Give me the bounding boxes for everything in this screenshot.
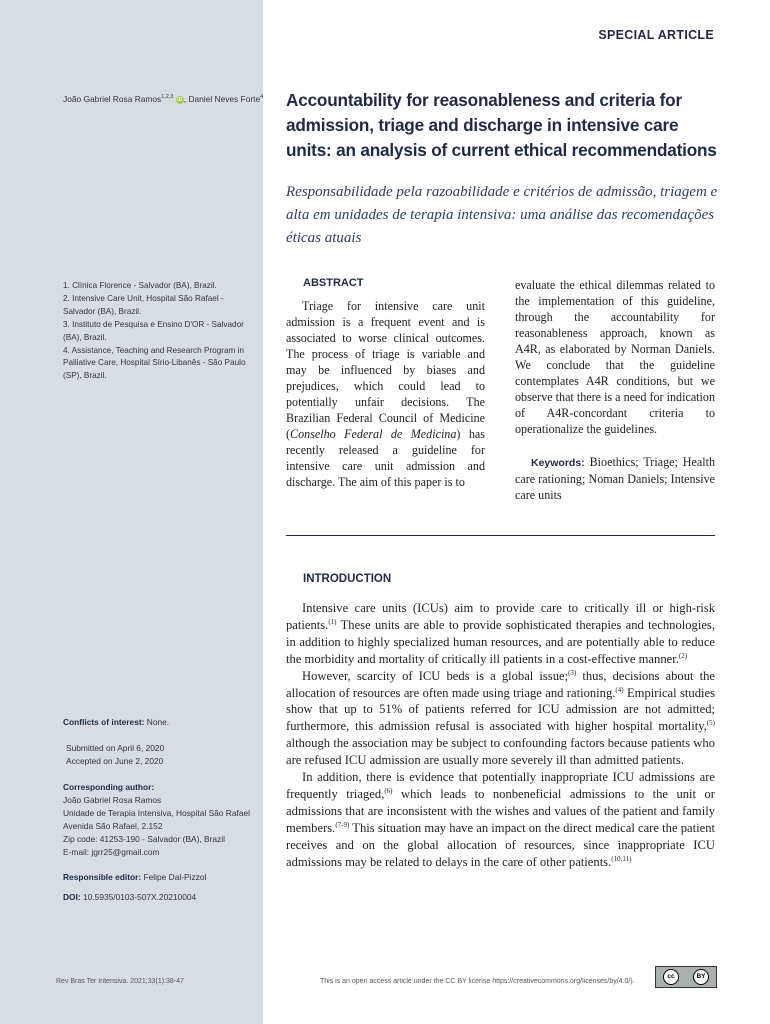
paragraph-text: although the association may be subject to confounding factors because patients who are refused ICU admission are usually more severely ill than admitted patients. bbox=[286, 736, 715, 768]
paragraph bbox=[286, 600, 715, 668]
conflicts-of-interest bbox=[63, 716, 258, 729]
corresponding-line: Unidade de Terapia Intensiva, Hospital São Rafael bbox=[63, 808, 251, 818]
doi bbox=[63, 891, 258, 904]
orcid-icon[interactable]: iD bbox=[177, 96, 183, 103]
citation-ref[interactable]: (6) bbox=[384, 786, 393, 795]
paragraph-text: which leads to nonbeneficial admissions to the unit or admissions that are inconsistent with the wishes and values of the patient and family members. bbox=[286, 786, 716, 835]
doi-link[interactable]: 10.5935/0103-507X.20210004 bbox=[80, 892, 197, 902]
citation-ref[interactable]: (5) bbox=[706, 719, 715, 728]
author-separator: , bbox=[183, 93, 189, 104]
cc-by-badge[interactable] bbox=[655, 966, 717, 988]
submission-dates bbox=[66, 742, 261, 768]
author-name[interactable]: João Gabriel Rosa Ramos bbox=[63, 93, 162, 104]
paragraph-text: These units are able to provide sophisticated therapies and technologies, in addition to highly specialized human resources, and are potentially able to reduce the morbidity and mortality of critically ill patients in a cost-effective manner. bbox=[286, 617, 715, 666]
paragraph-text: However, scarcity of ICU beds is a global issue; bbox=[302, 668, 569, 683]
citation-ref[interactable]: (10,11) bbox=[611, 854, 632, 863]
conflicts-value: None. bbox=[144, 717, 170, 727]
introduction-heading: INTRODUCTION bbox=[303, 573, 392, 585]
citation-ref[interactable]: (3) bbox=[568, 668, 577, 677]
cc-icon: cc bbox=[663, 969, 679, 985]
article-subtitle: Responsabilidade pela razoabilidade e critérios de admissão, triagem e alta em unidades de terapia intensiva: uma análise das recomendações éticas atuais bbox=[286, 184, 718, 246]
abstract-column-1 bbox=[286, 298, 485, 490]
citation-ref[interactable]: (7-9) bbox=[335, 820, 350, 829]
paragraph-text: Intensive care units (ICUs) aim to provide care to critically ill or high-risk patients. bbox=[286, 601, 715, 632]
by-icon: BY bbox=[693, 969, 709, 985]
editor-value: Felipe Dal-Pizzol bbox=[141, 872, 207, 882]
corresponding-line: Zip code: 41253-190 - Salvador (BA), Brazil bbox=[63, 834, 225, 844]
section-label: SPECIAL ARTICLE bbox=[598, 28, 714, 42]
conflicts-label: Conflicts of interest: bbox=[63, 717, 145, 727]
abstract-text-italic: Conselho Federal de Medicina bbox=[290, 427, 457, 441]
license-text[interactable]: This is an open access article under the CC BY license https://creativecommons.org/licenses/by/4.0/). bbox=[320, 978, 635, 985]
accepted-date: Accepted on June 2, 2020 bbox=[66, 756, 164, 766]
author-name[interactable]: Daniel Neves Forte bbox=[188, 93, 261, 104]
paragraph bbox=[286, 668, 715, 769]
abstract-column-2: evaluate the ethical dilemmas related to the implementation of this guideline, through the accountability for reasonableness approach, known as A4R, as elaborated by Norman Daniels. We conclude that the guideline contemplates A4R conditions, but we observe that there is a need for indication of A4R-concordant criteria to operationalize the guidelines. bbox=[515, 278, 715, 436]
affiliation-item: 1. Clínica Florence - Salvador (BA), Brazil. bbox=[63, 281, 217, 290]
keywords bbox=[515, 454, 715, 503]
paragraph-text: Empirical studies show that up to 51% of patients referred for ICU admission are not admitted; furthermore, this admission refusal is associated with higher hospital mortality, bbox=[286, 685, 715, 734]
paragraph-text: This situation may have an impact on the direct medical care the patient receives and on the global allocation of resources, since inappropriate ICU admissions may be related to delays in the care of other patients. bbox=[286, 820, 715, 869]
author-list bbox=[63, 91, 264, 105]
affiliation-item: 2. Intensive Care Unit, Hospital São Rafael - Salvador (BA), Brazil. bbox=[63, 293, 224, 316]
keywords-label: Keywords: bbox=[531, 457, 585, 469]
responsible-editor bbox=[63, 871, 258, 884]
section-divider bbox=[286, 535, 715, 536]
submitted-date: Submitted on April 6, 2020 bbox=[66, 743, 165, 753]
abstract-text: Triage for intensive care unit admission is a frequent event and is associated to worse clinical outcomes. The process of triage is variable and may be influenced by biases and prejudices, which could lead to potentially unfair decisions. The Brazilian Federal Council of Medicine ( bbox=[286, 299, 485, 441]
abstract-text: ) has recently released a guideline for intensive care unit admission and discharge. The aim of this paper is to bbox=[286, 427, 485, 489]
article-title: Accountability for reasonableness and criteria for admission, triage and discharge in intensive care units: an analysis of current ethical recommendations bbox=[286, 90, 717, 160]
corresponding-email[interactable]: E-mail: jgrr25@gmail.com bbox=[63, 847, 160, 857]
keywords-list: Bioethics; Triage; Health care rationing; Noman Daniels; Intensive care units bbox=[515, 455, 715, 502]
corresponding-author bbox=[63, 781, 258, 859]
corresponding-label: Corresponding author: bbox=[63, 782, 155, 792]
paragraph-text: In addition, there is evidence that potentially inappropriate ICU admissions are frequently triaged, bbox=[286, 770, 715, 801]
journal-citation: Rev Bras Ter Intensiva. 2021;33(1):38-47 bbox=[56, 978, 184, 985]
paragraph bbox=[286, 769, 715, 870]
doi-label: DOI: bbox=[63, 892, 81, 902]
introduction-body bbox=[286, 600, 715, 871]
corresponding-line: João Gabriel Rosa Ramos bbox=[63, 795, 162, 805]
abstract-heading: ABSTRACT bbox=[303, 277, 364, 289]
affiliation-item: 4. Assistance, Teaching and Research Program in Palliative Care, Hospital Sírio-Libanês - São Paulo (SP), Brazil. bbox=[63, 345, 246, 381]
citation-ref[interactable]: (4) bbox=[615, 685, 624, 694]
affiliations bbox=[63, 280, 253, 383]
affiliation-item: 3. Instituto de Pesquisa e Ensino D'OR - Salvador (BA), Brazil. bbox=[63, 319, 244, 342]
citation-ref[interactable]: (2) bbox=[678, 651, 688, 660]
author-affiliation-sup: 1,2,3 bbox=[161, 94, 174, 100]
citation-ref[interactable]: (1) bbox=[328, 617, 337, 626]
editor-label: Responsible editor: bbox=[63, 872, 142, 882]
paragraph-text: thus, decisions about the allocation of resources are often made using triage and rationing. bbox=[286, 668, 715, 700]
author-affiliation-sup: 4 bbox=[260, 94, 264, 100]
corresponding-line: Avenida São Rafael, 2.152 bbox=[63, 821, 163, 831]
